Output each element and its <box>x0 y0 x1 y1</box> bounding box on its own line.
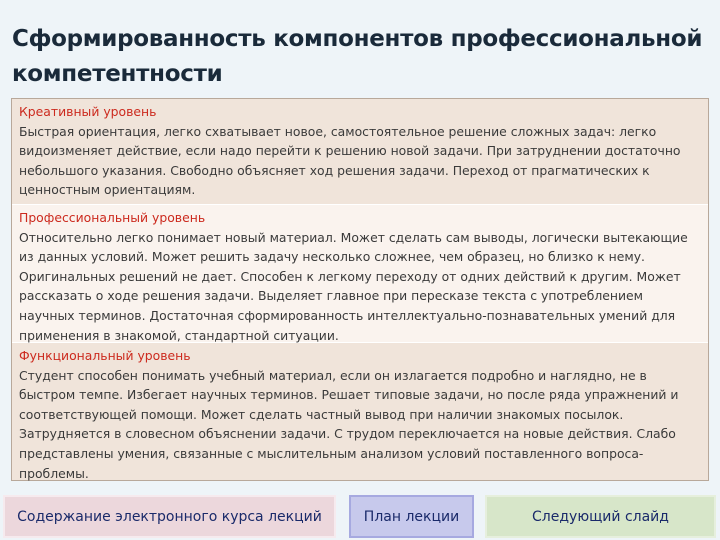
competence-levels-table <box>11 98 709 481</box>
course-contents-button[interactable]: Содержание электронного курса лекций <box>3 495 336 538</box>
level-row-professional <box>12 205 708 343</box>
lecture-plan-button[interactable]: План лекции <box>349 495 474 538</box>
level-description: Относительно легко понимает новый материал. Может сделать сам выводы, логически вытекающие из данных условий. Может решить задачу несколько сложнее, чем образец, но близко к нему. Оригинальных решений не дает. Способен к легкому переходу от одних действий к другим. Может рассказать о ходе решения задачи. Выделяет главное при пересказе текста с употреблением научных терминов. Достаточная сформированность интеллектуально-познавательных умений для применения в знакомой, стандартной ситуации. <box>19 229 688 343</box>
next-slide-button[interactable]: Следующий слайд <box>485 495 716 538</box>
level-heading: Креативный уровень <box>19 104 157 119</box>
level-heading: Профессиональный уровень <box>19 210 206 225</box>
navigation-bar <box>0 495 720 540</box>
slide-title: Сформированность компонентов профессиональной компетентности <box>12 26 703 87</box>
level-heading: Функциональный уровень <box>19 348 191 363</box>
level-row-creative <box>12 99 708 205</box>
level-description: Студент способен понимать учебный материал, если он излагается подробно и наглядно, не в быстром темпе. Избегает научных терминов. Решает типовые задачи, но после ряда упражнений и соответствующей помощи. Может сделать частный вывод при наличии знакомых посылок. Затрудняется в словесном объяснении задачи. С трудом переключается на новые действия. Слабо представлены умения, связанные с мыслительным анализом условий поставленного вопроса-проблемы. <box>19 367 679 481</box>
level-description: Быстрая ориентация, легко схватывает новое, самостоятельное решение сложных задач: легко видоизменяет действие, если надо перейти к решению новой задачи. При затруднении достаточно небольшого указания. Свободно объясняет ход решения задачи. Переход от прагматических к ценностным ориентациям. <box>19 123 681 198</box>
level-row-functional <box>12 343 708 480</box>
